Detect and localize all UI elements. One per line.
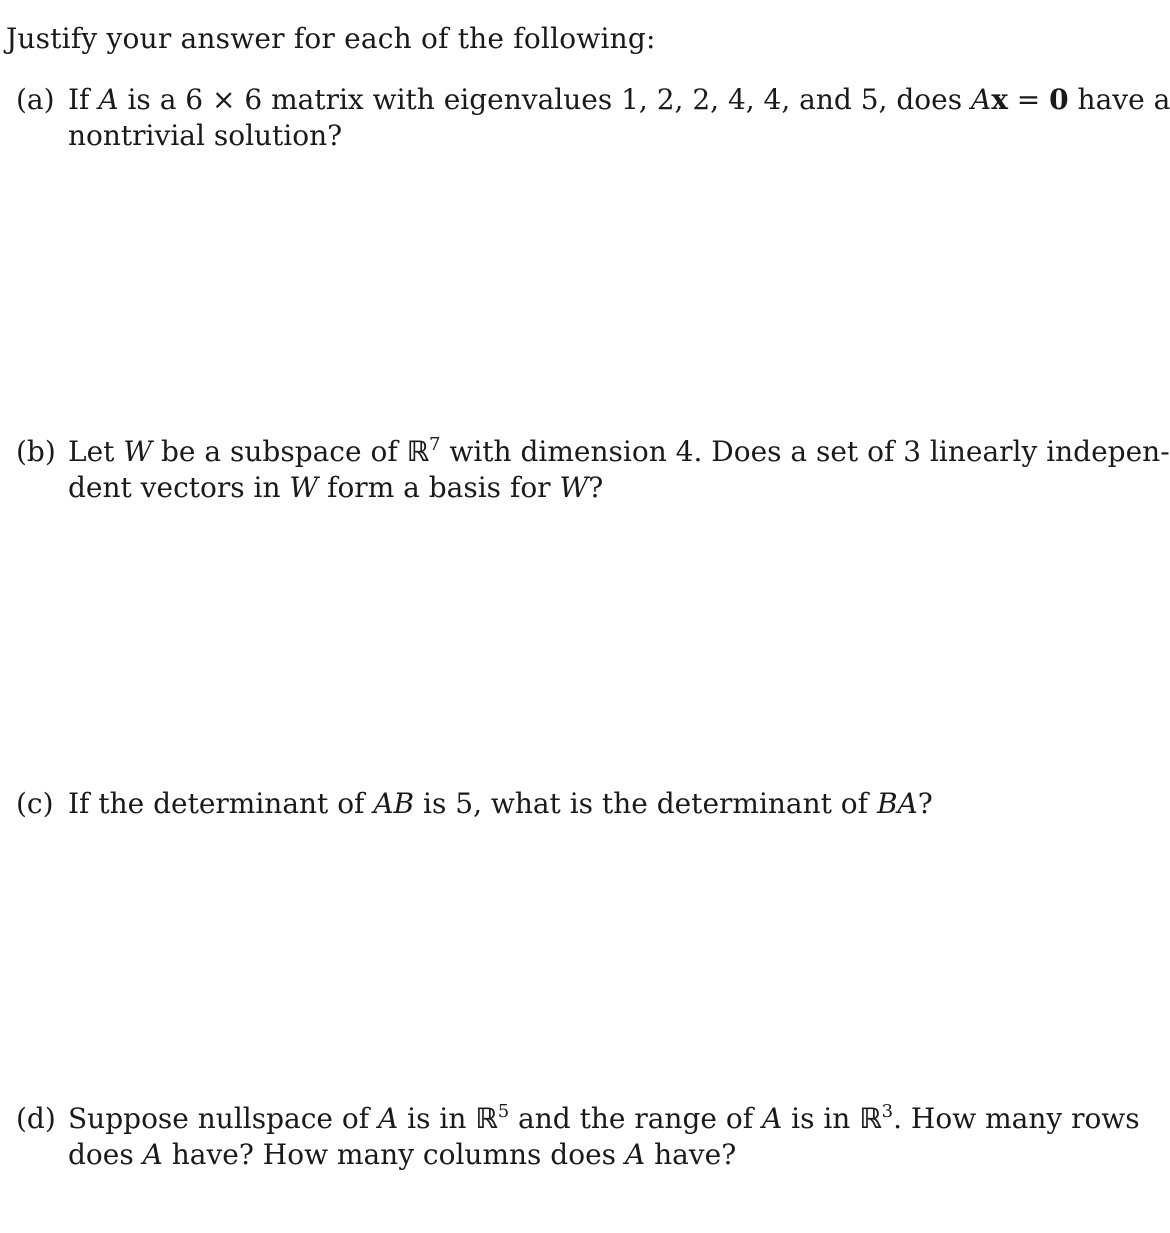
math-var: A — [624, 1138, 646, 1171]
question-d-line-1 — [16, 1101, 1140, 1137]
question-d-label: (d) — [16, 1102, 56, 1135]
math-exponent: 7 — [429, 434, 441, 455]
math-exponent: 3 — [881, 1101, 894, 1122]
question-c-label: (c) — [16, 787, 54, 820]
math-var: A — [970, 83, 992, 116]
math-var: AB — [373, 787, 415, 820]
question-a-line-1 — [16, 82, 1170, 118]
text-run: and the range of — [509, 1102, 762, 1135]
question-b-line-1 — [16, 434, 1170, 470]
text-run: If — [68, 83, 99, 116]
math-var: W — [559, 471, 589, 504]
math-exponent: 5 — [497, 1101, 510, 1122]
question-b-line-2 — [16, 470, 1066, 506]
text-run: have? How many columns does — [162, 1138, 625, 1171]
math-var: W — [289, 471, 319, 504]
question-a — [16, 82, 1170, 154]
question-c-line-1 — [16, 786, 1066, 822]
text-run: = — [1007, 83, 1050, 116]
text-run: have a — [1068, 83, 1170, 116]
math-var: BA — [876, 787, 918, 820]
text-run: does — [68, 1138, 143, 1171]
text-run: with dimension 4. Does a set of 3 linearly indepen- — [440, 435, 1170, 468]
math-reals: ℝ — [475, 1102, 498, 1135]
text-run: If the determinant of — [68, 787, 374, 820]
question-d — [16, 1101, 1140, 1173]
math-vector: x — [991, 83, 1008, 116]
text-run: dent vectors in — [68, 471, 290, 504]
text-run: be a subspace of — [152, 435, 407, 468]
question-c — [16, 786, 1066, 822]
math-var: A — [142, 1138, 163, 1171]
math-var: A — [98, 83, 119, 116]
text-run: is a 6 × 6 matrix with eigenvalues 1, 2, 2, 4, 4, and 5, does — [118, 83, 971, 116]
text-run: form a basis for — [318, 471, 560, 504]
math-reals: ℝ — [859, 1102, 882, 1135]
text-run: . How many rows — [893, 1102, 1140, 1135]
text-run: have? — [645, 1138, 737, 1171]
math-reals: ℝ — [406, 435, 430, 468]
question-a-line-2: nontrivial solution? — [68, 119, 343, 152]
math-var: A — [378, 1102, 399, 1135]
instructions-heading: Justify your answer for each of the following: — [6, 22, 656, 55]
text-run: is in — [398, 1102, 476, 1135]
question-a-label: (a) — [16, 83, 55, 116]
text-run: is in — [782, 1102, 860, 1135]
question-b-label: (b) — [16, 435, 56, 468]
text-run: ? — [917, 787, 933, 820]
math-var: A — [761, 1102, 783, 1135]
text-run: Suppose nullspace of — [68, 1102, 378, 1135]
math-var: W — [123, 435, 153, 468]
math-zero-vector: 0 — [1049, 83, 1069, 116]
text-run: is 5, what is the determinant of — [414, 787, 877, 820]
question-d-line-2 — [16, 1137, 1066, 1173]
text-run: ? — [588, 471, 604, 504]
text-run: Let — [68, 435, 124, 468]
question-b — [16, 434, 1170, 506]
